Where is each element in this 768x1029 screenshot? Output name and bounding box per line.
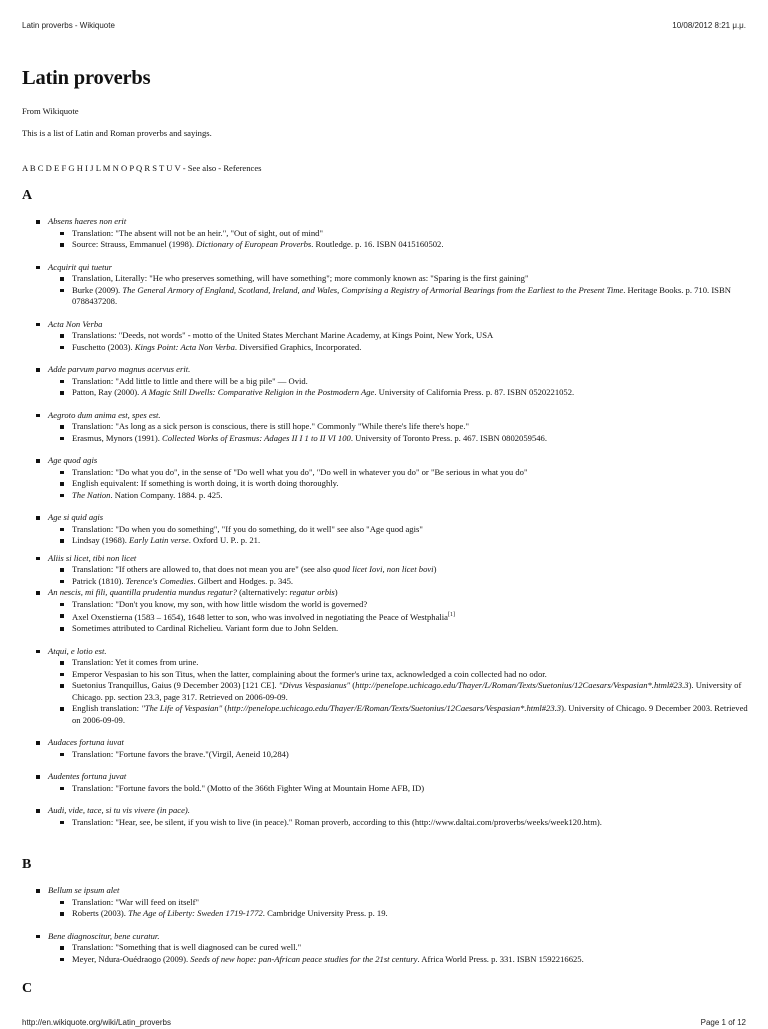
- list-item: [36, 262, 754, 308]
- text-run: Fuschetto (2003).: [72, 341, 135, 352]
- sub-item: [60, 342, 754, 354]
- text-run: Patton, Ray (2000).: [72, 387, 142, 397]
- proverb-title: Atqui, e lotio est.: [48, 645, 107, 656]
- text-run: quod licet Iovi, non licet bovi: [332, 564, 434, 574]
- text-run: Translations: "Deeds, not words" - motto of the United States Merchant Marine Academy, at Kings Point, New York, USA: [72, 330, 494, 340]
- text-run: Early Latin verse: [129, 535, 189, 545]
- sub-item: [60, 387, 754, 399]
- toc-separator: -: [182, 163, 188, 173]
- text-run: Sometimes attributed to Cardinal Richelieu. Variant form due to John Selden.: [72, 623, 339, 634]
- sub-list: [48, 273, 754, 308]
- print-header: [22, 20, 746, 32]
- sub-item: [60, 657, 754, 669]
- text-run: . Cambridge University Press. p. 19.: [262, 908, 388, 918]
- toc-link-s[interactable]: S: [152, 163, 158, 173]
- text-run: http://penelope.uchicago.edu/Thayer/L/Roman/Texts/Suetonius/12Caesars/Vespasian*.html#23.3: [355, 680, 689, 691]
- proverb-title: Bene diagnoscitur, bene curatur.: [48, 930, 160, 941]
- text-run: . Heritage Books. p. 710. ISBN 0788437208.: [72, 284, 731, 306]
- text-run: Translation: "Don't you know, my son, with how little wisdom the world is governed?: [72, 598, 368, 609]
- sub-list: [48, 897, 754, 920]
- sub-item: [60, 623, 754, 635]
- text-run: Translation: "Add little to little and there will be a big pile" — Ovid.: [72, 375, 308, 386]
- text-run: Roberts (2003).: [72, 908, 129, 918]
- toc-link-v[interactable]: V: [174, 163, 181, 173]
- proverb-title: Audi, vide, tace, si tu vis vivere (in pace).: [48, 805, 190, 816]
- text-run: Translation: "Fortune favors the brave."(Virgil, Aeneid 10,284): [72, 748, 289, 759]
- sub-item: [60, 576, 754, 588]
- sub-item: [60, 273, 754, 285]
- text-run: . Diversified Graphics, Incorporated.: [234, 341, 362, 352]
- proverb-title-alt: regatur orbis: [289, 587, 335, 597]
- sub-item: [60, 564, 754, 576]
- text-run: . Nation Company. 1884. p. 425.: [110, 489, 223, 500]
- intro-text: This is a list of Latin and Roman proverbs and sayings.: [22, 128, 212, 138]
- text-run: "Divus Vespasianus": [278, 680, 351, 691]
- toc-link-see-also[interactable]: See also: [187, 163, 217, 173]
- toc-link-n[interactable]: N: [112, 163, 119, 173]
- proverb-title: Aegroto dum anima est, spes est.: [48, 409, 161, 420]
- toc-link-q[interactable]: Q: [135, 163, 143, 173]
- sub-item: [60, 908, 754, 920]
- print-footer: [22, 1017, 746, 1029]
- list-item: [36, 319, 754, 354]
- print-header-title: Latin proverbs - Wikiquote: [22, 21, 115, 30]
- toc-link-f[interactable]: F: [61, 163, 67, 173]
- section-list-a: [36, 216, 754, 828]
- sub-item: [60, 330, 754, 342]
- list-item: [36, 364, 754, 399]
- text-run: Meyer, Ndura-Ouédraogo (2009).: [72, 953, 191, 964]
- toc-link-o[interactable]: O: [120, 163, 128, 173]
- toc-link-p[interactable]: P: [129, 163, 134, 173]
- print-header-datetime: 10/08/2012 8:21 μ.μ.: [672, 21, 746, 30]
- toc-link-references[interactable]: References: [223, 163, 262, 173]
- text-run: Patrick (1810).: [72, 575, 126, 586]
- text-run: Lindsay (1968).: [72, 535, 130, 545]
- sub-list: [48, 657, 754, 726]
- text-run: Burke (2009).: [72, 284, 123, 295]
- sub-item: [60, 285, 754, 308]
- text-run: ). University of Chicago. 9 December 2003. Retrieved on 2006-09-09.: [72, 703, 748, 725]
- text-run: . Africa World Press. p. 331. ISBN 1592216625.: [417, 953, 584, 964]
- proverb-title: Aliis si licet, tibi non licet: [48, 552, 137, 563]
- text-run: (: [350, 680, 356, 691]
- toc-link-i[interactable]: I: [85, 163, 89, 173]
- sub-list: [48, 330, 754, 353]
- text-run: Translation: "Do what you do", in the sense of "Do well what you do", "Do well in whatever you do" or "Be serious in what you do": [72, 466, 528, 477]
- sub-item: [60, 783, 754, 795]
- sub-list: [48, 421, 754, 444]
- sub-list: [48, 228, 754, 251]
- list-item: [36, 885, 754, 920]
- text-run: Seeds of new hope: pan-African peace studies for the 21st century: [190, 953, 418, 964]
- list-item: [36, 216, 754, 251]
- section-heading-c: C: [22, 981, 33, 996]
- text-run: Translation: "Something that is well diagnosed can be cured well.": [72, 942, 302, 952]
- list-item: [36, 410, 754, 445]
- sub-item: [60, 954, 754, 966]
- text-run: The Nation: [72, 489, 111, 500]
- sub-item: [60, 749, 754, 761]
- text-run: http://penelope.uchicago.edu/Thayer/E/Roman/Texts/Suetonius/12Caesars/Vespasian*.html#23.3: [227, 703, 562, 714]
- toc-link-m[interactable]: M: [102, 163, 111, 173]
- sub-item: [60, 669, 754, 681]
- proverb-title: An nescis, mi fili, quantilla prudentia mundus regatur?: [48, 587, 237, 597]
- text-run: Translation: "Fortune favors the bold." (Motto of the 366th Fighter Wing at Mountain Home AFB, ID): [72, 782, 425, 793]
- sub-item: [60, 433, 754, 445]
- text-run: . Oxford U. P.. p. 21.: [188, 535, 261, 545]
- text-run: Axel Oxenstierna (1583 – 1654), 1648 letter to son, who was involved in negotiating the Peace of Westphalia: [72, 611, 448, 622]
- sub-item: [60, 680, 754, 703]
- section-heading-a: A: [22, 188, 33, 203]
- text-run: ): [433, 564, 437, 574]
- proverb-title: Acta Non Verba: [48, 318, 103, 329]
- text-run: Emperor Vespasian to his son Titus, when the latter, complaining about the former's urine tax, acknowledged a coin collected had no odor.: [72, 668, 547, 679]
- list-item: [36, 455, 754, 501]
- toc-link-b[interactable]: B: [29, 163, 36, 173]
- text-run: Kings Point: Acta Non Verba: [134, 341, 235, 352]
- toc-link-h[interactable]: H: [76, 163, 83, 173]
- toc-link-t[interactable]: T: [159, 163, 165, 173]
- text-run: English equivalent: If something is worth doing, it is worth doing thoroughly.: [72, 478, 339, 488]
- sub-item: [60, 817, 754, 829]
- sub-item: [60, 467, 754, 479]
- text-run: "The Life of Vespasian": [141, 703, 223, 714]
- text-run: Translation, Literally: "He who preserves something, will have something"; more commonly known as: "Sparing is the first gaining": [72, 273, 529, 283]
- toc-link-d[interactable]: D: [45, 163, 52, 173]
- sub-list: [48, 942, 754, 965]
- sub-list: [48, 376, 754, 399]
- sub-item: [60, 599, 754, 611]
- sub-list: [48, 817, 754, 829]
- toc-link-l[interactable]: L: [95, 163, 101, 173]
- sub-list: [48, 599, 754, 635]
- toc-link-e[interactable]: E: [54, 163, 60, 173]
- print-footer-page: Page 1 of 12: [700, 1018, 746, 1027]
- site-sub: From Wikiquote: [22, 106, 79, 116]
- sub-item: [60, 942, 754, 954]
- toc-link-a[interactable]: A: [22, 163, 28, 173]
- text-run: Translation: "The absent will not be an heir.", "Out of sight, out of mind": [72, 227, 323, 238]
- sub-list: [48, 783, 754, 795]
- sub-item: [60, 524, 754, 536]
- text-run: (: [222, 703, 228, 714]
- toc-link-r[interactable]: R: [144, 163, 151, 173]
- text-run: . Gilbert and Hodges. p. 345.: [193, 575, 294, 586]
- text-run: Erasmus, Mynors (1991).: [72, 432, 162, 443]
- table-of-contents: [22, 163, 261, 175]
- toc-link-c[interactable]: C: [37, 163, 44, 173]
- proverb-title: Adde parvum parvo magnus acervus erit.: [48, 364, 191, 374]
- sub-list: [48, 564, 754, 587]
- proverb-title: Audentes fortuna juvat: [48, 771, 127, 782]
- text-run: Translation: "As long as a sick person is conscious, there is still hope." Commonly "While there's life there's hope.": [72, 421, 470, 431]
- print-footer-url: http://en.wikiquote.org/wiki/Latin_proverbs: [22, 1018, 171, 1027]
- toc-link-u[interactable]: U: [166, 163, 173, 173]
- toc-link-j[interactable]: J: [90, 163, 94, 173]
- proverb-title: Audaces fortuna iuvat: [48, 737, 124, 748]
- list-item: [36, 737, 754, 760]
- page-title: Latin proverbs: [22, 67, 151, 89]
- proverb-title: Absens haeres non erit: [48, 216, 127, 226]
- list-item: [36, 553, 754, 588]
- text-run: . University of Toronto Press. p. 467. ISBN 0802059546.: [350, 432, 547, 443]
- proverb-title-note: (alternatively:: [236, 587, 290, 597]
- text-run: A Magic Still Dwells: Comparative Religion in the Postmodern Age: [141, 387, 375, 397]
- sub-item: [60, 228, 754, 240]
- text-run: Translation: Yet it comes from urine.: [72, 657, 199, 668]
- sub-item: [60, 897, 754, 909]
- toc-link-g[interactable]: G: [68, 163, 75, 173]
- sub-item: [60, 490, 754, 502]
- list-item: [36, 771, 754, 794]
- sub-item: [60, 239, 754, 251]
- text-run: Source: Strauss, Emmanuel (1998).: [72, 239, 197, 249]
- text-run: Translation: "Hear, see, be silent, if you wish to live (in peace)." Roman proverb, according to this (http://www.daltai.com/proverbs/weeks/week120.htm).: [72, 816, 602, 827]
- proverb-title: Age si quid agis: [48, 512, 104, 522]
- list-item: [36, 805, 754, 828]
- sub-list: [48, 467, 754, 502]
- sub-item: [60, 478, 754, 490]
- text-run: The Age of Liberty: Sweden 1719-1772: [128, 908, 263, 918]
- sub-list: [48, 524, 754, 547]
- text-run: Translation: "Do when you do something", "If you do something, do it well" see also "Age quod agis": [72, 523, 423, 534]
- sub-item: [60, 535, 754, 547]
- list-item: [36, 646, 754, 727]
- list-item: [36, 512, 754, 547]
- proverb-title: Age quod agis: [48, 455, 98, 465]
- sub-item: [60, 376, 754, 388]
- text-run: Dictionary of European Proverbs: [196, 239, 312, 249]
- proverb-title-note-end: ): [334, 587, 338, 597]
- list-item: [36, 931, 754, 966]
- sub-item: [60, 610, 754, 623]
- text-run: ). University of Chicago. pp. section 23.3, page 317. Retrieved on 2006-09-09.: [72, 680, 742, 702]
- text-run: Translation: "If others are allowed to, that does not mean you are" (see also: [72, 564, 333, 574]
- list-item: [36, 587, 754, 635]
- text-run: Collected Works of Erasmus: Adages II I 1 to II VI 100: [162, 432, 351, 443]
- section-heading-b: B: [22, 857, 32, 872]
- text-run: Terence's Comedies: [125, 575, 194, 586]
- sub-list: [48, 749, 754, 761]
- sub-item: [60, 703, 754, 726]
- text-run: The General Armory of England, Scotland, Ireland, and Wales, Comprising a Registry of Armorial Bearings from the Earliest to the Present Time: [122, 284, 624, 295]
- proverb-title: Acquirit qui tuetur: [48, 261, 112, 272]
- proverb-title: Bellum se ipsum alet: [48, 885, 120, 895]
- text-run: . University of California Press. p. 87. ISBN 0520221052.: [374, 387, 575, 397]
- toc-separator: -: [216, 163, 224, 173]
- text-run: . Routledge. p. 16. ISBN 0415160502.: [311, 239, 444, 249]
- sub-item: [60, 421, 754, 433]
- footnote-ref[interactable]: [1]: [448, 612, 455, 618]
- section-list-b: [36, 885, 754, 965]
- text-run: Translation: "War will feed on itself": [72, 896, 200, 907]
- text-run: English translation:: [72, 703, 142, 714]
- text-run: Suetonius Tranquillus, Gaius (9 December 2003) [121 CE].: [72, 680, 279, 691]
